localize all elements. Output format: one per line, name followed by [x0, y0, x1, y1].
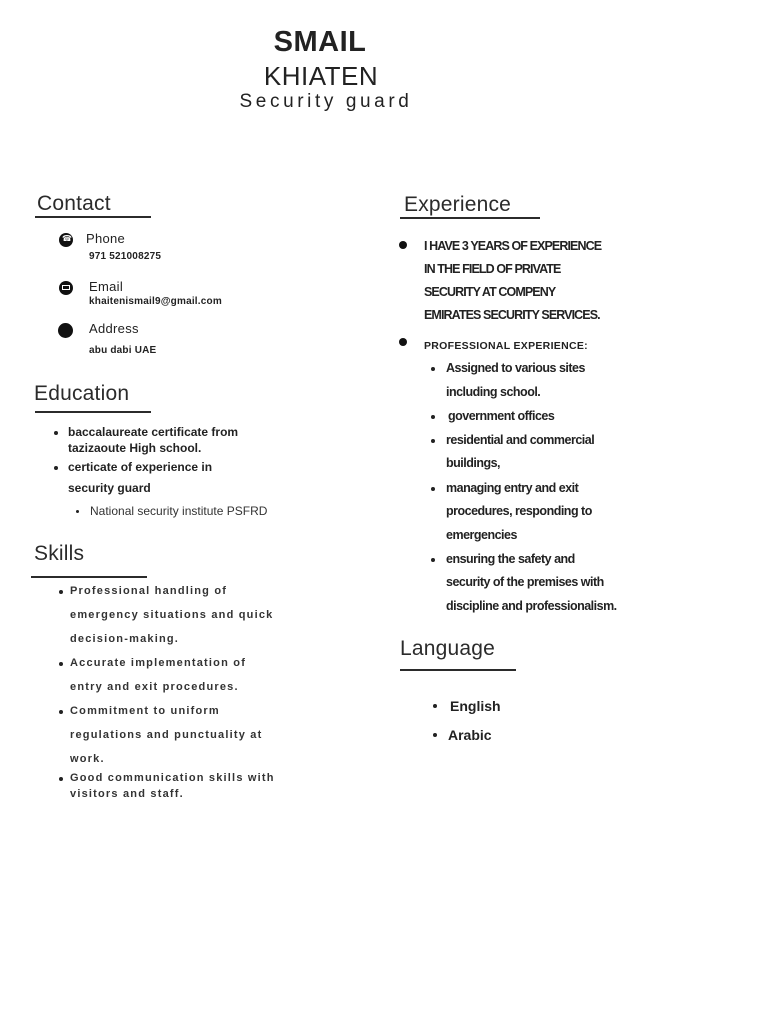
experience-item: emergencies [446, 528, 517, 542]
language-arabic: Arabic [448, 727, 492, 743]
bullet [54, 466, 58, 470]
bullet [431, 367, 435, 371]
education-sub-item: National security institute PSFRD [90, 504, 268, 518]
experience-item: residential and commercial [446, 433, 595, 447]
language-heading: Language [400, 637, 496, 660]
experience-heading: Experience [404, 193, 512, 216]
bullet [59, 590, 63, 594]
education-heading: Education [34, 382, 130, 405]
address-label: Address [89, 321, 139, 336]
skill-line: Professional handling of [70, 585, 228, 597]
bullet [433, 704, 437, 708]
bullet [76, 510, 79, 513]
first-name: SMAIL [273, 26, 367, 58]
bullet [59, 662, 63, 666]
experience-item: buildings, [446, 456, 501, 470]
experience-summary-line: EMIRATES SECURITY SERVICES. [424, 308, 600, 322]
education-divider [35, 411, 151, 413]
skill-line: visitors and staff. [70, 788, 184, 800]
email-value: khaitenismail9@gmail.com [89, 296, 222, 307]
education-item: baccalaureate certificate from [68, 425, 239, 439]
experience-item: including school. [446, 385, 541, 399]
bullet [431, 415, 435, 419]
education-item: security guard [68, 481, 151, 495]
contact-divider [35, 216, 151, 218]
experience-item: discipline and professionalism. [446, 599, 617, 613]
bullet [399, 338, 407, 346]
experience-summary-line: IN THE FIELD OF PRIVATE [424, 262, 561, 276]
address-value: abu dabi UAE [89, 345, 157, 356]
bullet [431, 558, 435, 562]
bullet [59, 710, 63, 714]
language-divider [400, 669, 516, 671]
experience-item: government offices [448, 409, 555, 423]
email-label: Email [89, 279, 124, 294]
experience-summary-line: SECURITY AT COMPENY [424, 285, 556, 299]
skill-line: regulations and punctuality at [70, 729, 263, 741]
experience-item: ensuring the safety and [446, 552, 575, 566]
experience-item: procedures, responding to [446, 504, 592, 518]
bullet [433, 733, 437, 737]
experience-item: Assigned to various sites [446, 361, 585, 375]
phone-value: 971 521008275 [89, 251, 162, 262]
location-icon [58, 323, 73, 338]
education-item: certicate of experience in [68, 460, 213, 474]
skill-line: Commitment to uniform [70, 705, 220, 717]
skills-divider [31, 576, 147, 578]
experience-item: security of the premises with [446, 575, 604, 589]
bullet [54, 431, 58, 435]
bullet [399, 241, 407, 249]
skill-line: Accurate implementation of [70, 657, 247, 669]
phone-icon [59, 233, 73, 247]
contact-heading: Contact [37, 192, 111, 215]
bullet [59, 777, 63, 781]
bullet [431, 439, 435, 443]
skills-heading: Skills [34, 542, 85, 565]
skill-line: Good communication skills with [70, 772, 275, 784]
email-icon [59, 281, 73, 295]
job-title: Security guard [239, 91, 413, 112]
bullet [431, 487, 435, 491]
last-name: KHIATEN [263, 61, 379, 91]
skill-line: work. [70, 753, 105, 765]
skill-line: decision-making. [70, 633, 180, 645]
skill-line: entry and exit procedures. [70, 681, 239, 693]
phone-label: Phone [86, 231, 126, 246]
experience-summary-line: I HAVE 3 YEARS OF EXPERIENCE [424, 239, 602, 253]
education-item: tazizaoute High school. [68, 441, 202, 455]
skill-line: emergency situations and quick [70, 609, 274, 621]
experience-divider [400, 217, 540, 219]
professional-experience-heading: PROFESSIONAL EXPERIENCE: [424, 340, 588, 352]
language-english: English [450, 698, 501, 714]
experience-item: managing entry and exit [446, 481, 579, 495]
